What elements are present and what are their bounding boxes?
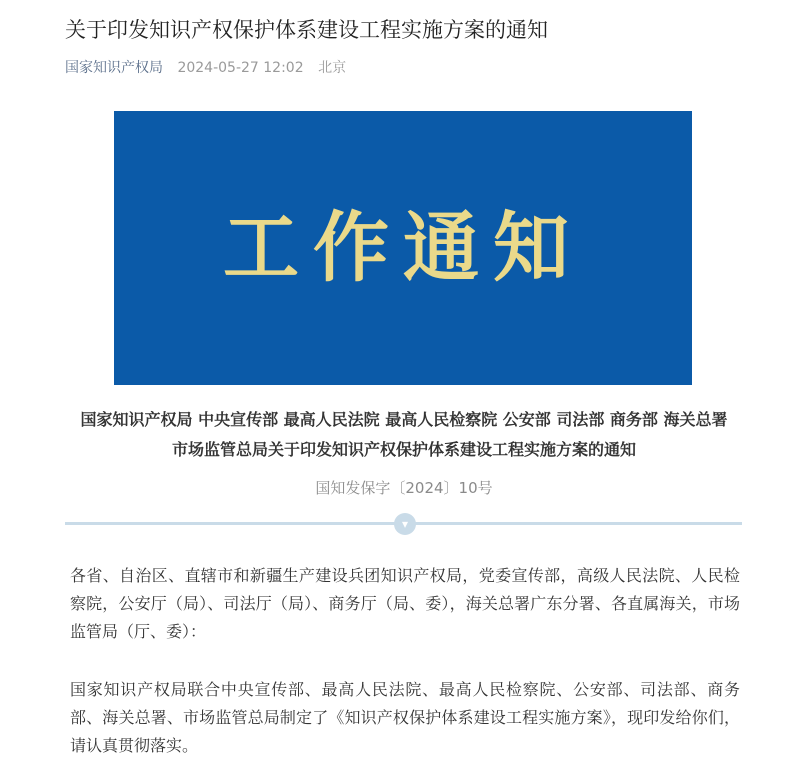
article-location: 北京 bbox=[318, 60, 347, 76]
document-number: 国知发保字〔2024〕10号 bbox=[315, 479, 493, 497]
article-title: 关于印发知识产权保护体系建设工程实施方案的通知 bbox=[65, 18, 548, 42]
article-meta bbox=[65, 58, 346, 78]
article-datetime: 2024-05-27 12:02 bbox=[177, 60, 304, 76]
banner-text: 工作通知 bbox=[223, 203, 583, 292]
article-source-link[interactable]: 国家知识产权局 bbox=[65, 60, 163, 76]
body-paragraph-addressees: 各省、自治区、直辖市和新疆生产建设兵团知识产权局，党委宣传部，高级人民法院、人民检察院，公安厅（局）、司法厅（局）、商务厅（局、委），海关总署广东分署、各直属海关，市场监管局（厅、委）： bbox=[70, 566, 740, 641]
body-paragraph-notice: 国家知识产权局联合中央宣传部、最高人民法院、最高人民检察院、公安部、司法部、商务部、海关总署、市场监管总局制定了《知识产权保护体系建设工程实施方案》，现印发给你们，请认真贯彻落实。 bbox=[70, 680, 740, 755]
work-notice-banner-image bbox=[114, 111, 692, 385]
document-heading: 国家知识产权局 中央宣传部 最高人民法院 最高人民检察院 公安部 司法部 商务部 海关总署 市场监管总局关于印发知识产权保护体系建设工程实施方案的通知 bbox=[80, 410, 728, 459]
chevron-down-icon: ▾ bbox=[394, 513, 416, 535]
